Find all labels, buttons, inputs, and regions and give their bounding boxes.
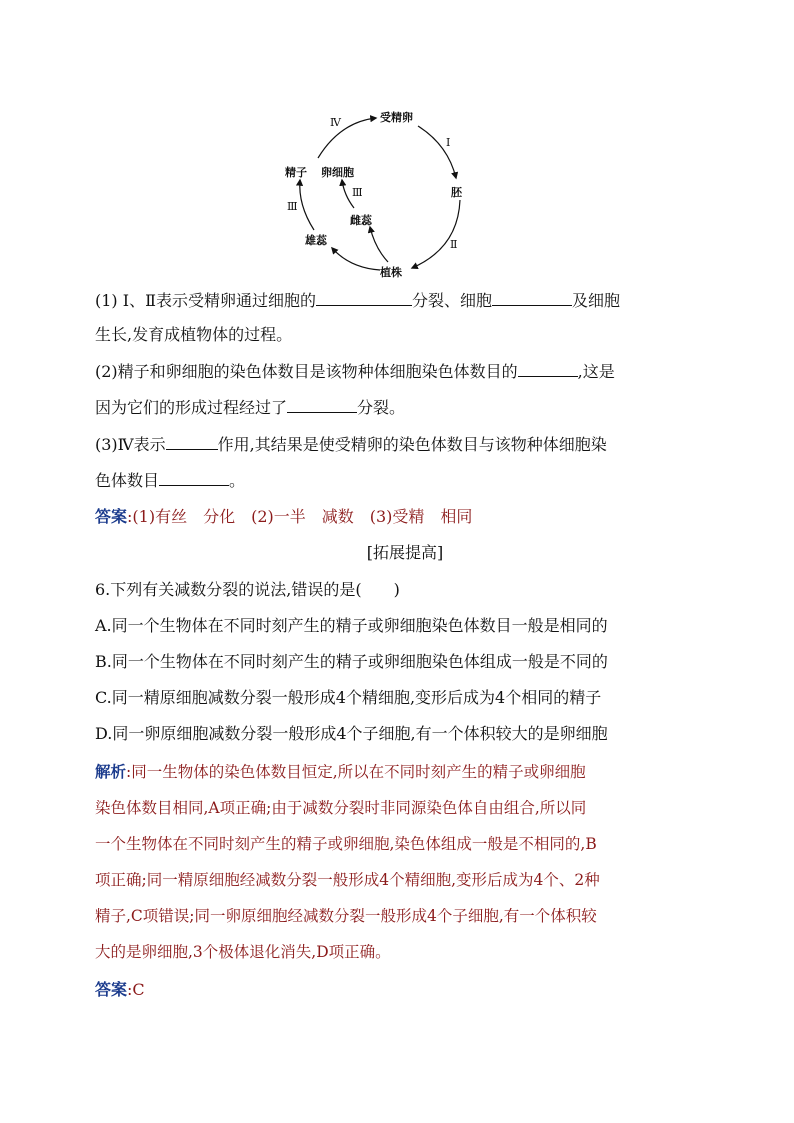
q6-analysis-line: 大的是卵细胞,3个极体退化消失,D项正确。 (95, 943, 391, 961)
q5-part1-line2 (95, 325, 715, 345)
node-zygote: 受精卵 (380, 111, 413, 124)
blank-5[interactable] (166, 435, 218, 450)
q5-text: (1) Ⅰ、Ⅱ表示受精卵通过细胞的 (95, 291, 316, 310)
q5-part2-line2 (95, 398, 715, 418)
q5-part1-line1 (95, 291, 715, 311)
q6-analysis-line: 精子,C项错误;同一卵原细胞经减数分裂一般形成4个子细胞,有一个体积较 (95, 907, 597, 925)
blank-1[interactable] (316, 291, 412, 306)
answer-text: :(1)有丝 分化 (2)一半 减数 (3)受精 相同 (127, 507, 473, 526)
answer-text: :C (127, 980, 145, 999)
q5-part3-line2 (95, 471, 715, 491)
q5-text: 作用,其结果是使受精卵的染色体数目与该物种体细胞染 (217, 435, 607, 454)
q6-option-a[interactable]: A.同一个生物体在不同时刻产生的精子或卵细胞染色体数目一般是相同的 (95, 616, 608, 635)
arrow-plant-pistil (370, 227, 388, 262)
q5-text: 色体数目 (95, 471, 160, 490)
q5-text: 因为它们的形成过程经过了 (95, 398, 288, 417)
blank-2[interactable] (492, 291, 572, 306)
node-sperm: 精子 (285, 166, 307, 179)
analysis-label: 解析 (95, 762, 127, 781)
node-embryo: 胚 (451, 186, 462, 199)
cycle-svg (270, 100, 480, 285)
label-ii: Ⅱ (450, 238, 458, 251)
q5-answer (95, 507, 715, 527)
q6-analysis-line: 项正确;同一精原细胞经减数分裂一般形成4个精细胞,变形后成为4个、2种 (95, 871, 600, 889)
label-i: Ⅰ (446, 136, 451, 149)
answer-label: 答案 (95, 507, 128, 526)
q6-analysis-line: 染色体数目相同,A项正确;由于减数分裂时非同源染色体自由组合,所以同 (95, 799, 587, 817)
answer-label: 答案 (95, 980, 128, 999)
q6-analysis-line (95, 762, 715, 782)
q5-text: 。 (229, 471, 246, 490)
q5-part3-line1 (95, 435, 715, 455)
q6-stem: 6.下列有关减数分裂的说法,错误的是( ) (95, 580, 400, 599)
q5-text: 分裂、细胞 (411, 291, 492, 310)
arrow-stamen-sperm (300, 180, 314, 230)
arrow-zygote-embryo (418, 126, 456, 178)
q5-text: 分裂。 (357, 398, 406, 417)
arrow-plant-stamen (332, 248, 380, 270)
q5-text: 生长,发育成植物体的过程。 (95, 325, 293, 344)
q6-option-b[interactable]: B.同一个生物体在不同时刻产生的精子或卵细胞染色体组成一般是不同的 (95, 652, 608, 671)
blank-3[interactable] (518, 362, 578, 377)
label-iv: Ⅳ (330, 116, 341, 129)
node-plant: 植株 (380, 266, 402, 279)
q6-option-c[interactable]: C.同一精原细胞减数分裂一般形成4个精细胞,变形后成为4个相同的精子 (95, 688, 602, 707)
q6-analysis-line: 一个生物体在不同时刻产生的精子或卵细胞,染色体组成一般是不相同的,B (95, 835, 597, 853)
q5-text: 及细胞 (571, 291, 620, 310)
q5-text: (2)精子和卵细胞的染色体数目是该物种体细胞染色体数目的 (95, 362, 518, 381)
label-iii-inner: Ⅲ (352, 186, 363, 199)
q5-part2-line1 (95, 362, 715, 382)
analysis-text: :同一生物体的染色体数目恒定,所以在不同时刻产生的精子或卵细胞 (126, 763, 586, 781)
section-title: [拓展提高] (366, 543, 444, 562)
arrow-embryo-plant (412, 200, 460, 268)
life-cycle-diagram (270, 100, 480, 285)
node-egg: 卵细胞 (321, 166, 354, 179)
blank-4[interactable] (287, 398, 357, 413)
blank-6[interactable] (159, 471, 229, 486)
q6-answer (95, 980, 715, 1000)
node-pistil: 雌蕊 (350, 214, 372, 227)
q5-text: ,这是 (577, 362, 615, 381)
label-iii-left: Ⅲ (287, 200, 298, 213)
q5-text: (3)Ⅳ表示 (95, 435, 166, 454)
node-stamen: 雄蕊 (305, 234, 327, 247)
q6-option-d[interactable]: D.同一卵原细胞减数分裂一般形成4个子细胞,有一个体积较大的是卵细胞 (95, 724, 608, 743)
arrow-fertilization (318, 118, 376, 158)
